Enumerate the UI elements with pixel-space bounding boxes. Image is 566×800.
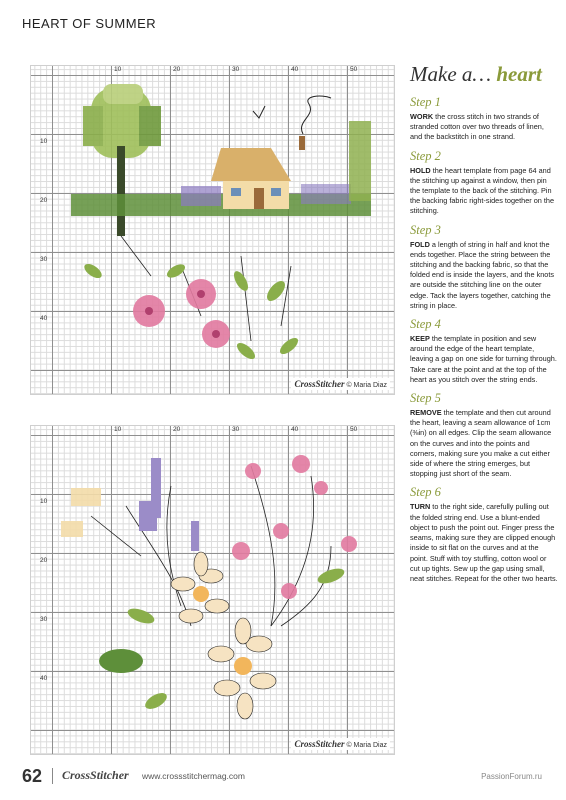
step-label: Step 3: [410, 222, 441, 237]
step-body: a length of string in half and knot the ends together. Place the string between the stitching and the backing fabric, so that the folded end is inside the layers, and the knots are outside the stitching line on the outer edge. Tack the layers together, catching the string in place.: [410, 239, 555, 310]
x-tick: 20: [173, 426, 181, 433]
credit-text: © Maria Diaz: [346, 382, 387, 389]
y-tick: 10: [40, 138, 48, 145]
step-body: to the right side, carefully pulling out the folded string end. Use a blunt-ended object to push the point out. Finger press the seams, making sure they are clipped enough inside to sit flat on the curves and at the point. Stuff with toy stuffing, cotton wool or cut up tights. Sew up the gap using small, neat stitches. Repeat for the other two hearts.: [410, 502, 558, 583]
x-tick: 50: [350, 426, 358, 433]
page-number: 62: [22, 766, 43, 786]
y-tick: 30: [40, 616, 48, 623]
x-tick: 10: [114, 426, 122, 433]
step-body: the cross stitch in two strands of stranded cotton over two threads of linen, and the backstitch in one strand.: [410, 112, 544, 142]
magazine-logo: CrossStitcher: [62, 768, 129, 782]
y-tick: 20: [40, 197, 48, 204]
title-prefix: Make a…: [410, 62, 492, 86]
step-keyword: REMOVE: [410, 408, 442, 418]
daisy: [208, 618, 276, 719]
step-label: Step 6: [410, 485, 441, 500]
cross-stitch-chart-cottage: [30, 65, 395, 395]
step-text: [410, 502, 558, 584]
instructions-sidebar: [410, 62, 558, 584]
step-label: Step 2: [410, 148, 441, 163]
magazine-url[interactable]: www.crossstitchermag.com: [142, 771, 245, 781]
y-tick: 10: [40, 498, 48, 505]
x-tick: 30: [232, 66, 240, 73]
step-text: [410, 240, 558, 311]
x-tick: 10: [114, 66, 122, 73]
y-tick: 30: [40, 256, 48, 263]
step-keyword: WORK: [410, 112, 434, 121]
cottage-motif: [31, 66, 395, 395]
x-tick: 30: [232, 426, 240, 433]
step-label: Step 1: [410, 95, 441, 109]
step-body: the template and then cut around the heart, leaving a seam allowance of 1cm (⅜in) on all edges. Clip the seam allowance on the curves and into the points and corners, making sure you make a cut either side of where the string emerges, but stopping just short of the seam.: [410, 408, 552, 479]
step-text: [410, 166, 558, 217]
page-footer: [22, 766, 542, 790]
daisy: [171, 552, 229, 623]
tree-trunk: [117, 146, 125, 236]
step-text: [410, 112, 558, 143]
watermark-site: PassionForum.ru: [481, 772, 542, 781]
title-accent: heart: [496, 62, 542, 86]
step-label: Step 5: [410, 391, 441, 406]
step-keyword: TURN: [410, 502, 431, 512]
step-keyword: HOLD: [410, 165, 431, 175]
step-body: the template in position and sew around the edge of the heart template, leaving a gap on one side for turning through. Take care at the point and at the top of the heart as you stitch over the string ends.: [410, 334, 557, 384]
lavender-patch: [181, 186, 221, 206]
step-text: [410, 408, 558, 479]
chart-credit: [291, 378, 390, 390]
wildflower-motif: [31, 426, 395, 755]
step-keyword: KEEP: [410, 334, 430, 344]
step-body: the heart template from page 64 and the stitching up against a window, then pin the template to the back of the stitching. Pin the backing fabric right-sides together on the stitching.: [410, 165, 554, 216]
step-text: [410, 334, 558, 385]
x-tick: 50: [350, 66, 358, 73]
page-header: HEART OF SUMMER: [22, 16, 157, 31]
y-tick: 40: [40, 315, 48, 322]
x-tick: 40: [291, 66, 299, 73]
step-keyword: FOLD: [410, 239, 430, 249]
cross-stitch-chart-flowers: [30, 425, 395, 755]
x-tick: 40: [291, 426, 299, 433]
sidebar-title: [410, 62, 558, 87]
x-tick: 20: [173, 66, 181, 73]
footer-divider: [52, 768, 53, 784]
credit-logo: CrossStitcher: [294, 379, 345, 389]
chart-credit: [291, 738, 390, 750]
y-tick: 20: [40, 557, 48, 564]
credit-logo: CrossStitcher: [294, 739, 345, 749]
credit-text: © Maria Diaz: [346, 742, 387, 749]
step-label: Step 4: [410, 317, 441, 332]
lavender-patch: [301, 184, 351, 204]
y-tick: 40: [40, 675, 48, 682]
